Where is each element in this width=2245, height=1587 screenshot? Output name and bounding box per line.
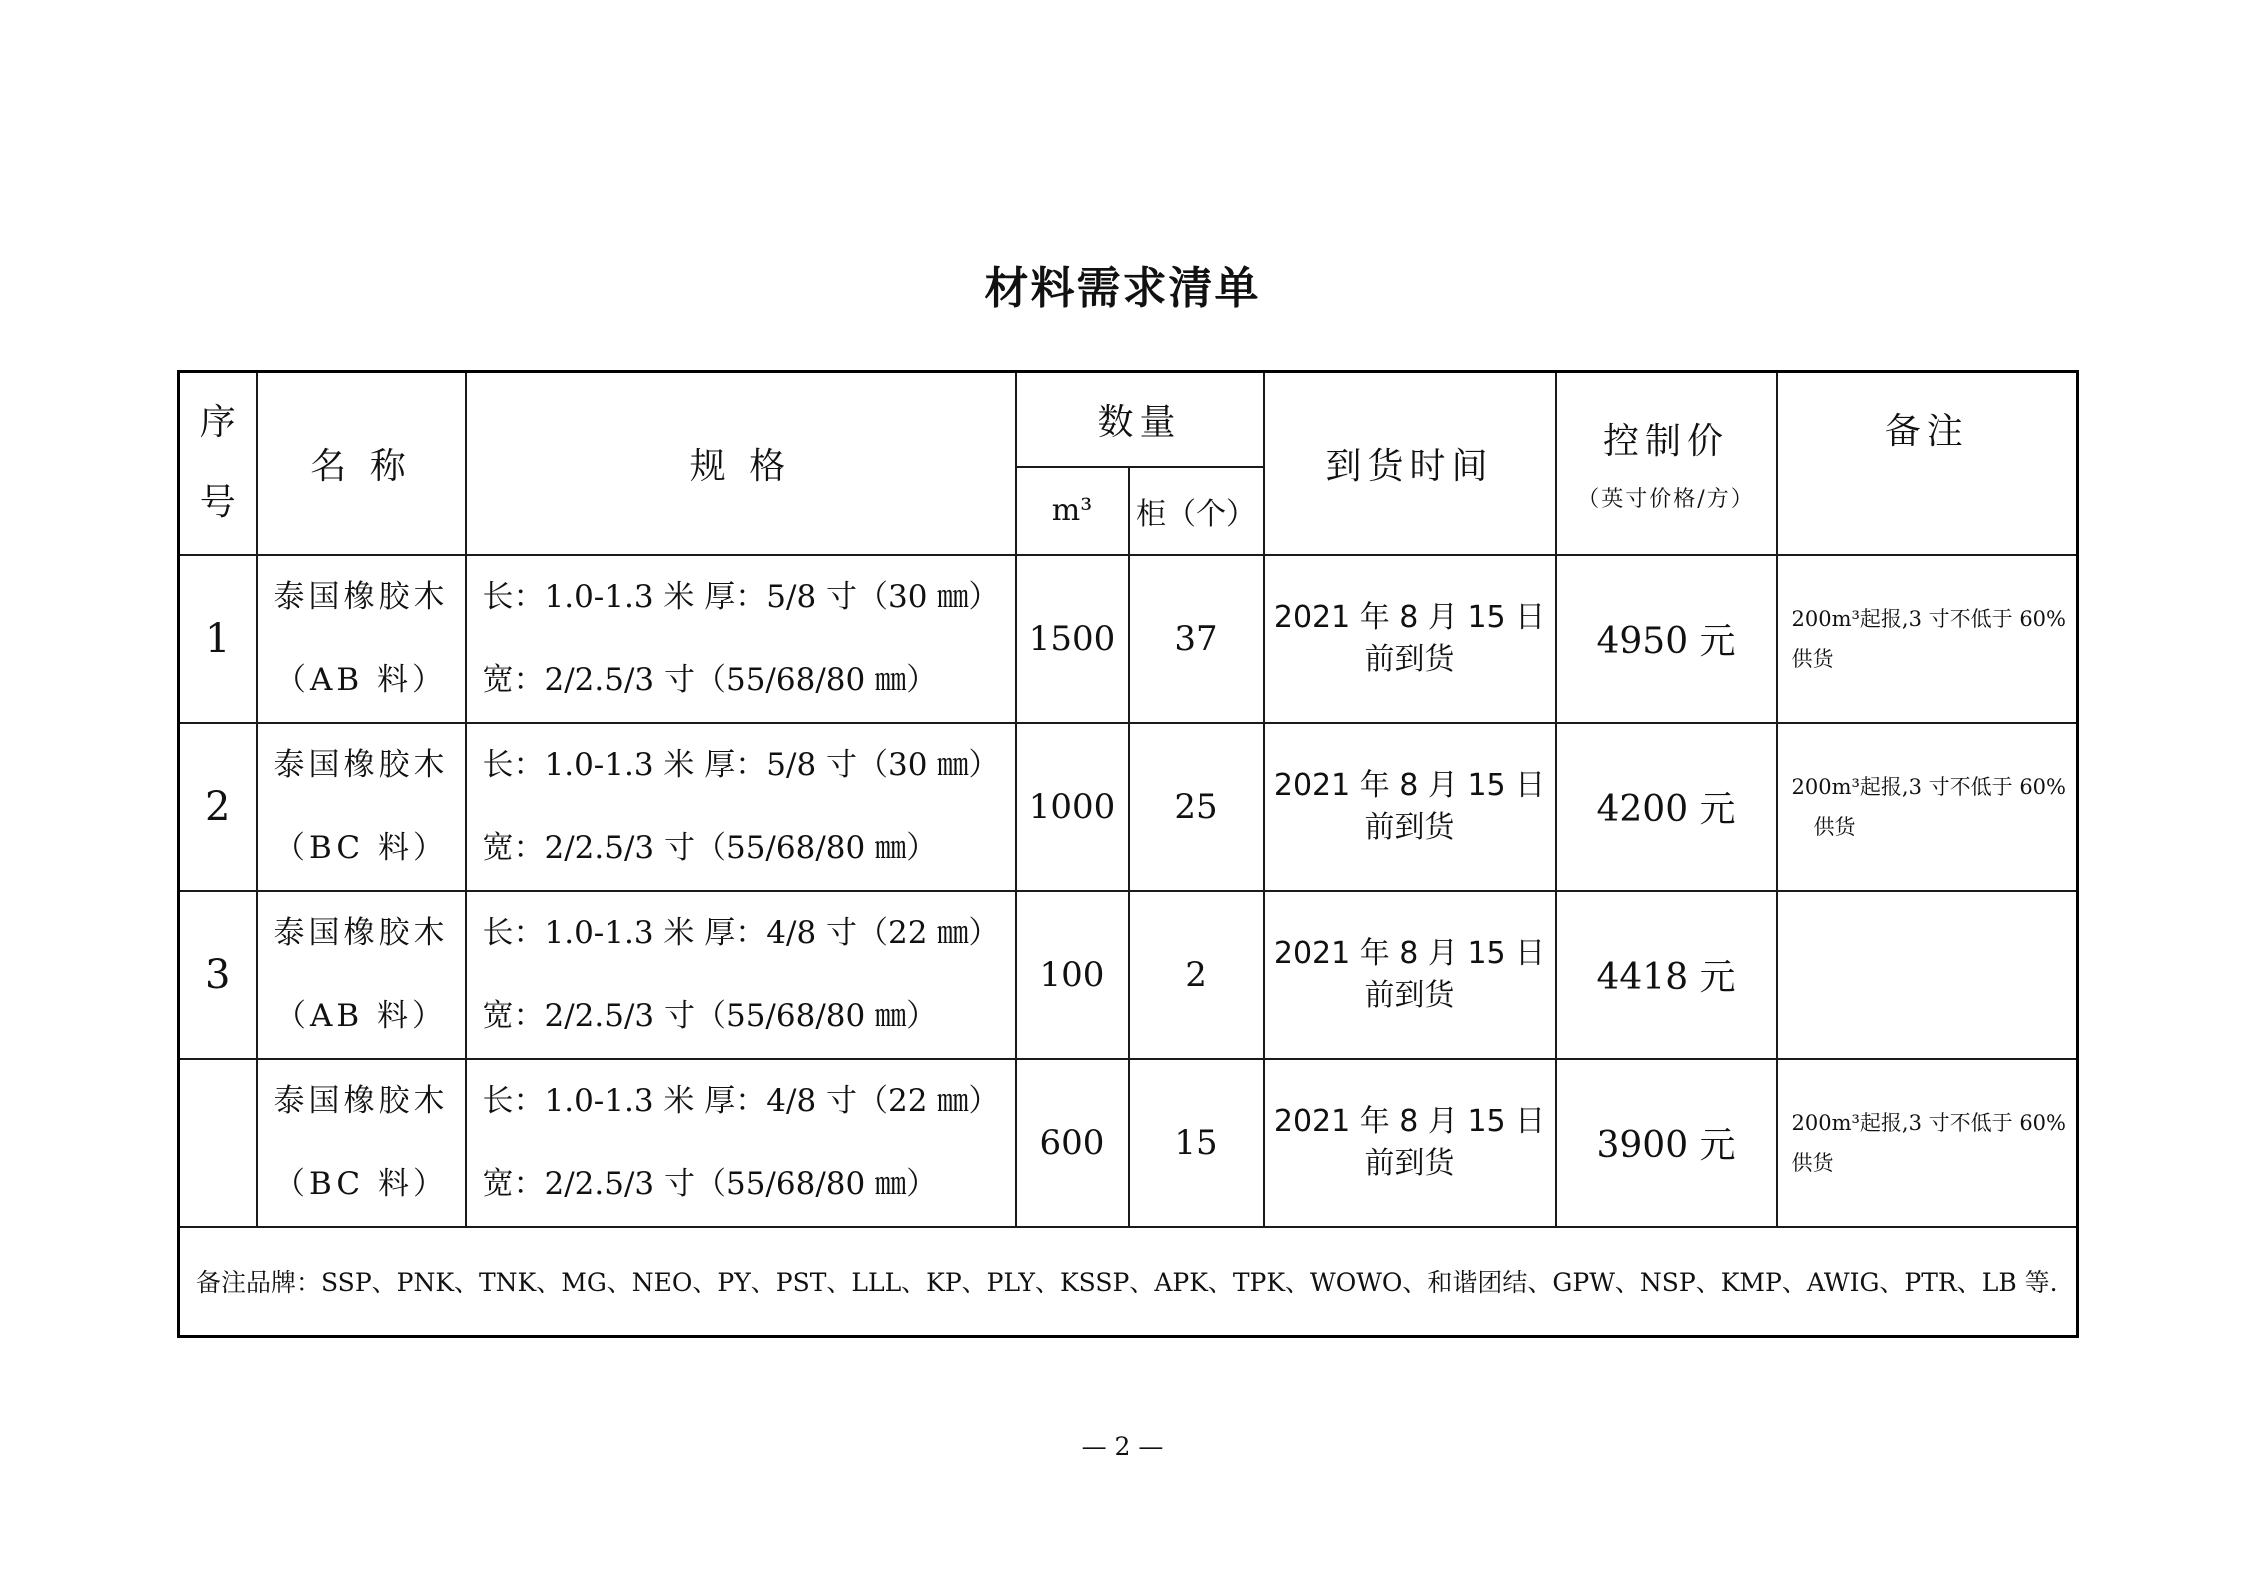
row-arrival-line-2: 前到货 bbox=[1364, 641, 1455, 677]
row-note-line-2: 供货 bbox=[1813, 814, 1856, 839]
row-note-line-2: 供货 bbox=[1791, 646, 1834, 671]
header-quantity-m3 bbox=[1016, 467, 1129, 555]
row-quantity-m3: 1500 bbox=[1016, 555, 1129, 723]
row-arrival-line-2: 前到货 bbox=[1364, 977, 1455, 1013]
header-seq-line-1: 序 bbox=[199, 402, 236, 444]
row-name-line-1: 泰国橡胶木 bbox=[273, 914, 449, 951]
header-seq-line-2: 号 bbox=[199, 482, 236, 524]
header-seq bbox=[179, 372, 257, 555]
row-arrival-line-1: 2021 年 8 月 15 日 bbox=[1273, 1103, 1546, 1139]
page-number: — 2 — bbox=[1081, 1432, 1164, 1461]
header-quantity-m3-label: m³ bbox=[1051, 493, 1093, 528]
header-notes-label: 备注 bbox=[1884, 411, 1969, 452]
table-row bbox=[179, 555, 2078, 723]
row-seq bbox=[179, 1059, 257, 1227]
header-arrival bbox=[1264, 372, 1556, 555]
row-spec-line-1: 长：1.0-1.3 米 厚：5/8 寸（30 ㎜） bbox=[482, 746, 1000, 783]
header-name-label: 名 称 bbox=[310, 445, 412, 487]
row-name-line-1: 泰国橡胶木 bbox=[273, 746, 449, 783]
row-seq: 2 bbox=[179, 723, 257, 891]
row-note bbox=[1777, 891, 2078, 1059]
row-note-line-1: 200m³起报,3 寸不低于 60% bbox=[1791, 1110, 2066, 1135]
row-note-line-1: 200m³起报,3 寸不低于 60% bbox=[1791, 606, 2066, 631]
row-price: 4418 元 bbox=[1556, 891, 1777, 1059]
table-row bbox=[179, 723, 2078, 891]
row-note bbox=[1777, 723, 2078, 891]
row-arrival-line-1: 2021 年 8 月 15 日 bbox=[1273, 935, 1546, 971]
row-arrival-line-2: 前到货 bbox=[1364, 1145, 1455, 1181]
row-seq: 3 bbox=[179, 891, 257, 1059]
row-price: 4950 元 bbox=[1556, 555, 1777, 723]
row-quantity-m3: 1000 bbox=[1016, 723, 1129, 891]
row-spec-line-1: 长：1.0-1.3 米 厚：4/8 寸（22 ㎜） bbox=[482, 914, 1000, 951]
row-quantity-m3: 600 bbox=[1016, 1059, 1129, 1227]
row-spec-line-2: 宽：2/2.5/3 寸（55/68/80 ㎜） bbox=[482, 997, 938, 1034]
materials-table bbox=[177, 370, 2079, 1338]
row-quantity-containers: 25 bbox=[1129, 723, 1264, 891]
row-spec-line-1: 长：1.0-1.3 米 厚：5/8 寸（30 ㎜） bbox=[482, 578, 1000, 615]
row-name bbox=[257, 555, 466, 723]
header-quantity-containers bbox=[1129, 467, 1264, 555]
row-arrival-line-2: 前到货 bbox=[1364, 809, 1455, 845]
row-spec bbox=[466, 723, 1016, 891]
header-row-1 bbox=[179, 372, 2078, 467]
row-spec-line-2: 宽：2/2.5/3 寸（55/68/80 ㎜） bbox=[482, 1165, 938, 1202]
row-name-line-1: 泰国橡胶木 bbox=[273, 1082, 449, 1119]
row-spec bbox=[466, 891, 1016, 1059]
row-name bbox=[257, 891, 466, 1059]
header-quantity-containers-label: 柜（个） bbox=[1136, 496, 1256, 532]
header-name bbox=[257, 372, 466, 555]
row-spec-line-2: 宽：2/2.5/3 寸（55/68/80 ㎜） bbox=[482, 661, 938, 698]
row-quantity-containers: 15 bbox=[1129, 1059, 1264, 1227]
row-spec-line-2: 宽：2/2.5/3 寸（55/68/80 ㎜） bbox=[482, 829, 938, 866]
row-quantity-containers: 37 bbox=[1129, 555, 1264, 723]
row-arrival bbox=[1264, 1059, 1556, 1227]
footer-note: 备注品牌：SSP、PNK、TNK、MG、NEO、PY、PST、LLL、KP、PLY、KSSP、APK、TPK、WOWO、和谐团结、GPW、NSP、KMP、AWIG、PTR、LB 等. bbox=[179, 1227, 2078, 1337]
row-name-line-2: （BC 料） bbox=[274, 829, 448, 866]
row-note bbox=[1777, 1059, 2078, 1227]
header-price bbox=[1556, 372, 1777, 555]
row-arrival-line-1: 2021 年 8 月 15 日 bbox=[1273, 599, 1546, 635]
row-name-line-2: （AB 料） bbox=[274, 997, 448, 1034]
row-arrival bbox=[1264, 555, 1556, 723]
row-arrival-line-1: 2021 年 8 月 15 日 bbox=[1273, 767, 1546, 803]
row-quantity-m3: 100 bbox=[1016, 891, 1129, 1059]
page-title: 材料需求清单 bbox=[984, 263, 1261, 314]
header-price-label: 控制价 bbox=[1603, 421, 1730, 463]
row-arrival bbox=[1264, 891, 1556, 1059]
header-quantity-label: 数量 bbox=[1097, 401, 1182, 443]
header-price-unit: （英寸价格/方） bbox=[1577, 487, 1755, 513]
row-name bbox=[257, 1059, 466, 1227]
header-notes bbox=[1777, 372, 2078, 555]
header-spec bbox=[466, 372, 1016, 555]
row-spec bbox=[466, 555, 1016, 723]
header-arrival-label: 到货时间 bbox=[1325, 445, 1494, 487]
row-price: 4200 元 bbox=[1556, 723, 1777, 891]
row-name-line-2: （AB 料） bbox=[274, 661, 448, 698]
row-spec bbox=[466, 1059, 1016, 1227]
row-price: 3900 元 bbox=[1556, 1059, 1777, 1227]
footer-note-row bbox=[179, 1227, 2078, 1337]
row-name-line-1: 泰国橡胶木 bbox=[273, 578, 449, 615]
row-name-line-2: （BC 料） bbox=[274, 1165, 448, 1202]
row-quantity-containers: 2 bbox=[1129, 891, 1264, 1059]
row-note-line-2: 供货 bbox=[1791, 1150, 1834, 1175]
table-row bbox=[179, 891, 2078, 1059]
row-note bbox=[1777, 555, 2078, 723]
row-note-line-1: 200m³起报,3 寸不低于 60% bbox=[1791, 774, 2066, 799]
header-spec-label: 规 格 bbox=[689, 445, 792, 487]
table-row bbox=[179, 1059, 2078, 1227]
header-quantity bbox=[1016, 372, 1264, 467]
row-spec-line-1: 长：1.0-1.3 米 厚：4/8 寸（22 ㎜） bbox=[482, 1082, 1000, 1119]
row-arrival bbox=[1264, 723, 1556, 891]
row-seq: 1 bbox=[179, 555, 257, 723]
row-name bbox=[257, 723, 466, 891]
